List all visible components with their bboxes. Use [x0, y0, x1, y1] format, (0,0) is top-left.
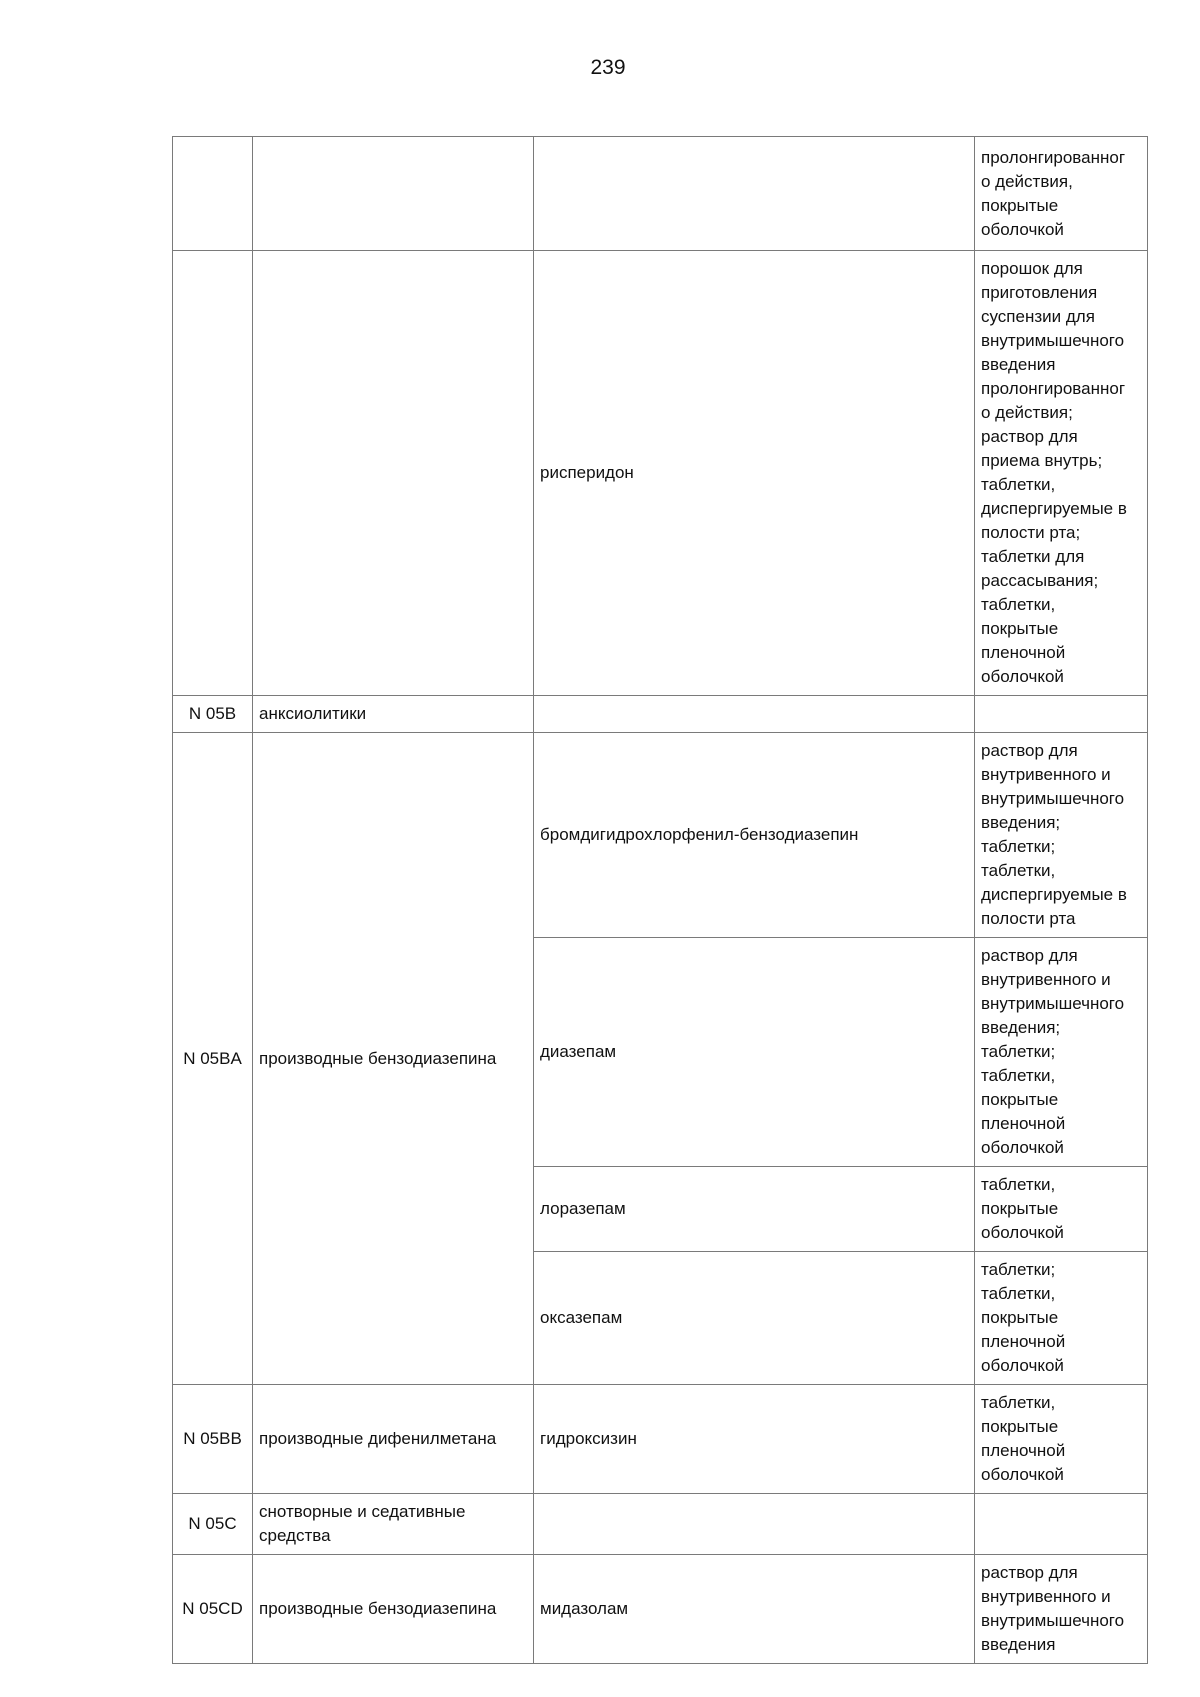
drug-name-cell: лоразепам: [534, 1167, 975, 1252]
drug-name-cell: [534, 137, 975, 251]
atc-code-cell: N 05BA: [173, 733, 253, 1385]
dosage-forms-cell: таблетки; таблетки, покрытые пленочной оболочкой: [975, 1252, 1148, 1385]
group-cell: [253, 251, 534, 696]
drug-name-cell: рисперидон: [534, 251, 975, 696]
atc-code-cell: [173, 251, 253, 696]
group-cell: [253, 137, 534, 251]
drug-name-cell: мидазолам: [534, 1555, 975, 1664]
group-cell: снотворные и седативные средства: [253, 1494, 534, 1555]
group-cell: производные бензодиазепина: [253, 733, 534, 1385]
table-row: [173, 696, 1148, 733]
dosage-forms-cell: таблетки, покрытые оболочкой: [975, 1167, 1148, 1252]
dosage-forms-cell: раствор для внутривенного и внутримышечного введения; таблетки; таблетки, диспергируемые в полости рта: [975, 733, 1148, 938]
table-row: [173, 1555, 1148, 1664]
group-cell: производные дифенилметана: [253, 1385, 534, 1494]
table-row: [173, 1385, 1148, 1494]
dosage-forms-cell: [975, 696, 1148, 733]
drug-name-cell: бромдигидрохлорфенил-бензодиазепин: [534, 733, 975, 938]
atc-code-cell: N 05BB: [173, 1385, 253, 1494]
drug-table: [172, 136, 1148, 1664]
table-row: [173, 251, 1148, 696]
dosage-forms-cell: раствор для внутривенного и внутримышечного введения; таблетки; таблетки, покрытые пленочной оболочкой: [975, 938, 1148, 1167]
drug-name-cell: [534, 696, 975, 733]
dosage-forms-cell: раствор для внутривенного и внутримышечного введения: [975, 1555, 1148, 1664]
page-number: 239: [590, 56, 626, 79]
atc-code-cell: N 05C: [173, 1494, 253, 1555]
dosage-forms-cell: [975, 1494, 1148, 1555]
atc-code-cell: N 05B: [173, 696, 253, 733]
atc-code-cell: [173, 137, 253, 251]
drug-name-cell: диазепам: [534, 938, 975, 1167]
table-row: [173, 137, 1148, 251]
table-row: [173, 733, 1148, 938]
drug-name-cell: оксазепам: [534, 1252, 975, 1385]
group-cell: производные бензодиазепина: [253, 1555, 534, 1664]
table-row: [173, 1494, 1148, 1555]
dosage-forms-cell: пролонгированног о действия, покрытые оболочкой: [975, 137, 1148, 251]
dosage-forms-cell: порошок для приготовления суспензии для внутримышечного введения пролонгированног о действия; раствор для приема внутрь; таблетки, диспергируемые в полости рта; таблетки для рассасывания; таблетки, покрытые пленочной оболочкой: [975, 251, 1148, 696]
dosage-forms-cell: таблетки, покрытые пленочной оболочкой: [975, 1385, 1148, 1494]
atc-code-cell: N 05CD: [173, 1555, 253, 1664]
group-cell: анксиолитики: [253, 696, 534, 733]
drug-name-cell: гидроксизин: [534, 1385, 975, 1494]
drug-name-cell: [534, 1494, 975, 1555]
